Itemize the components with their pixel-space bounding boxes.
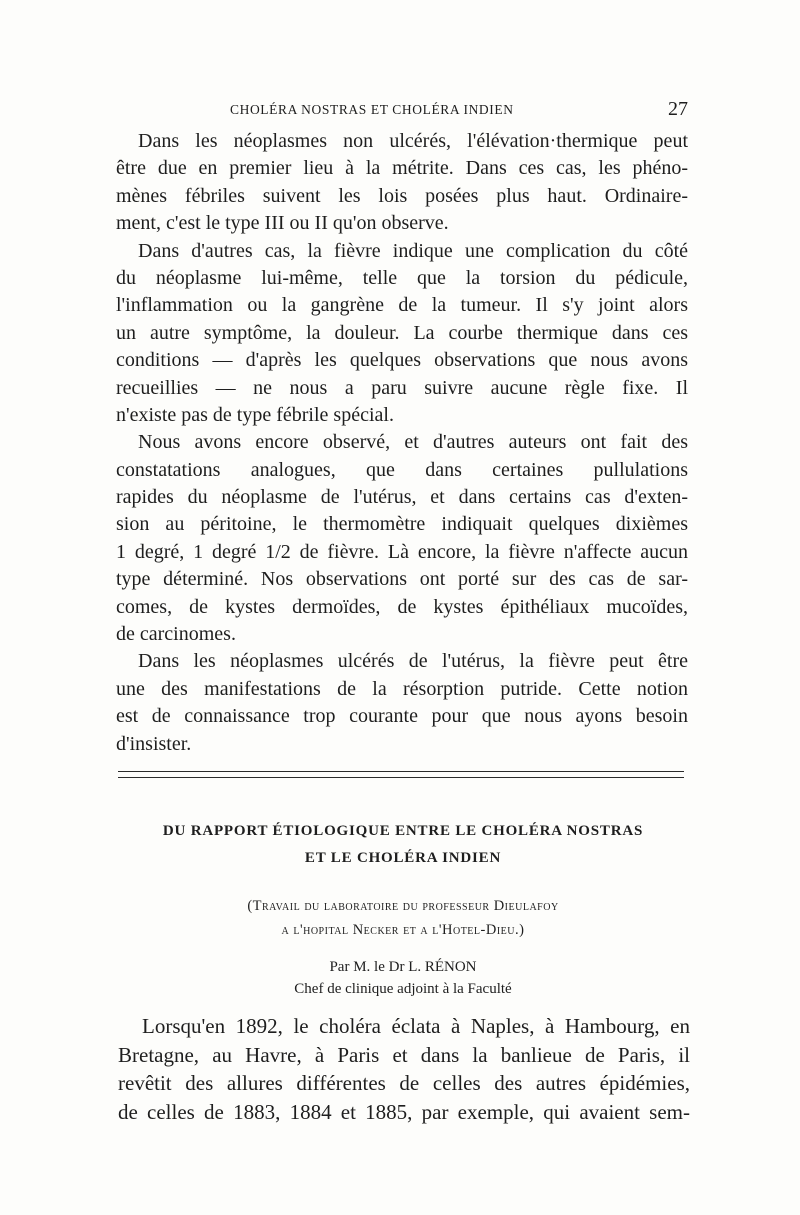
text-line: conditions — d'après les quelques observations que nous avons [116, 349, 688, 372]
article-title-line: ET LE CHOLÉRA INDIEN [304, 850, 502, 866]
body-text [116, 128, 688, 758]
section-divider [118, 777, 684, 778]
text-line: de celles de 1883, 1884 et 1885, par exemple, qui avaient sem- [118, 1099, 690, 1124]
text-line: de carcinomes. [116, 623, 236, 646]
text-line: recueillies — ne nous a paru suivre aucune règle fixe. Il [116, 376, 688, 399]
article-source [118, 894, 688, 942]
text-line: ment, c'est le type III ou II qu'on observe. [116, 212, 449, 235]
article-source-line: a l'hopital Necker et a l'Hotel-Dieu.) [281, 922, 525, 938]
text-line: mènes fébriles suivent les lois posées plus haut. Ordinaire- [116, 184, 688, 207]
text-line: n'existe pas de type fébrile spécial. [116, 403, 394, 426]
text-line: du néoplasme lui-même, telle que la torsion du pédicule, [116, 266, 688, 289]
text-line: Nous avons encore observé, et d'autres auteurs ont fait des [138, 431, 688, 454]
text-line: Dans les néoplasmes non ulcérés, l'élévation·thermique peut [138, 130, 688, 152]
text-line: est de connaissance trop courante pour que nous ayons besoin [116, 705, 688, 728]
article-byline [118, 956, 688, 1000]
text-line: sion au péritoine, le thermomètre indiquait quelques dixièmes [116, 513, 688, 536]
text-line: rapides du néoplasme de l'utérus, et dans certains cas d'exten- [116, 486, 688, 509]
text-line: d'insister. [116, 732, 192, 755]
text-line: un autre symptôme, la douleur. La courbe thermique dans ces [116, 321, 688, 344]
text-line: Dans les néoplasmes ulcérés de l'utérus, la fièvre peut être [138, 650, 688, 673]
running-title: CHOLÉRA NOSTRAS ET CHOLÉRA INDIEN [230, 102, 514, 117]
text-line: une des manifestations de la résorption putride. Cette notion [116, 677, 688, 700]
text-line: Dans d'autres cas, la fièvre indique une complication du côté [138, 239, 688, 262]
text-line: 1 degré, 1 degré 1/2 de fièvre. Là encore, la fièvre n'affecte aucun [116, 540, 688, 563]
page-number: 27 [668, 98, 688, 120]
text-line: l'inflammation ou la gangrène de la tumeur. Il s'y joint alors [116, 294, 688, 317]
text-line: Bretagne, au Havre, à Paris et dans la banlieue de Paris, il [118, 1042, 690, 1067]
article-title-line: DU RAPPORT ÉTIOLOGIQUE ENTRE LE CHOLÉRA NOSTRAS [162, 823, 644, 839]
article-source-line: (Travail du laboratoire du professeur Dieulafoy [247, 898, 559, 914]
article-body [118, 1012, 690, 1126]
section-divider [118, 771, 684, 772]
text-line: être due en premier lieu à la métrite. Dans ces cas, les phéno- [116, 157, 688, 180]
author-affiliation: Chef de clinique adjoint à la Faculté [294, 981, 512, 997]
text-line: constatations analogues, que dans certaines pullulations [116, 458, 688, 481]
running-header [118, 98, 688, 120]
text-line: Lorsqu'en 1892, le choléra éclata à Naples, à Hambourg, en [142, 1014, 690, 1038]
article-title [118, 818, 688, 872]
text-line: revêtit des allures différentes de celles des autres épidémies, [118, 1071, 690, 1095]
text-line: type déterminé. Nos observations ont porté sur des cas de sar- [116, 568, 688, 591]
author-line: Par M. le Dr L. RÉNON [329, 959, 477, 975]
text-line: comes, de kystes dermoïdes, de kystes épithéliaux mucoïdes, [116, 595, 688, 618]
